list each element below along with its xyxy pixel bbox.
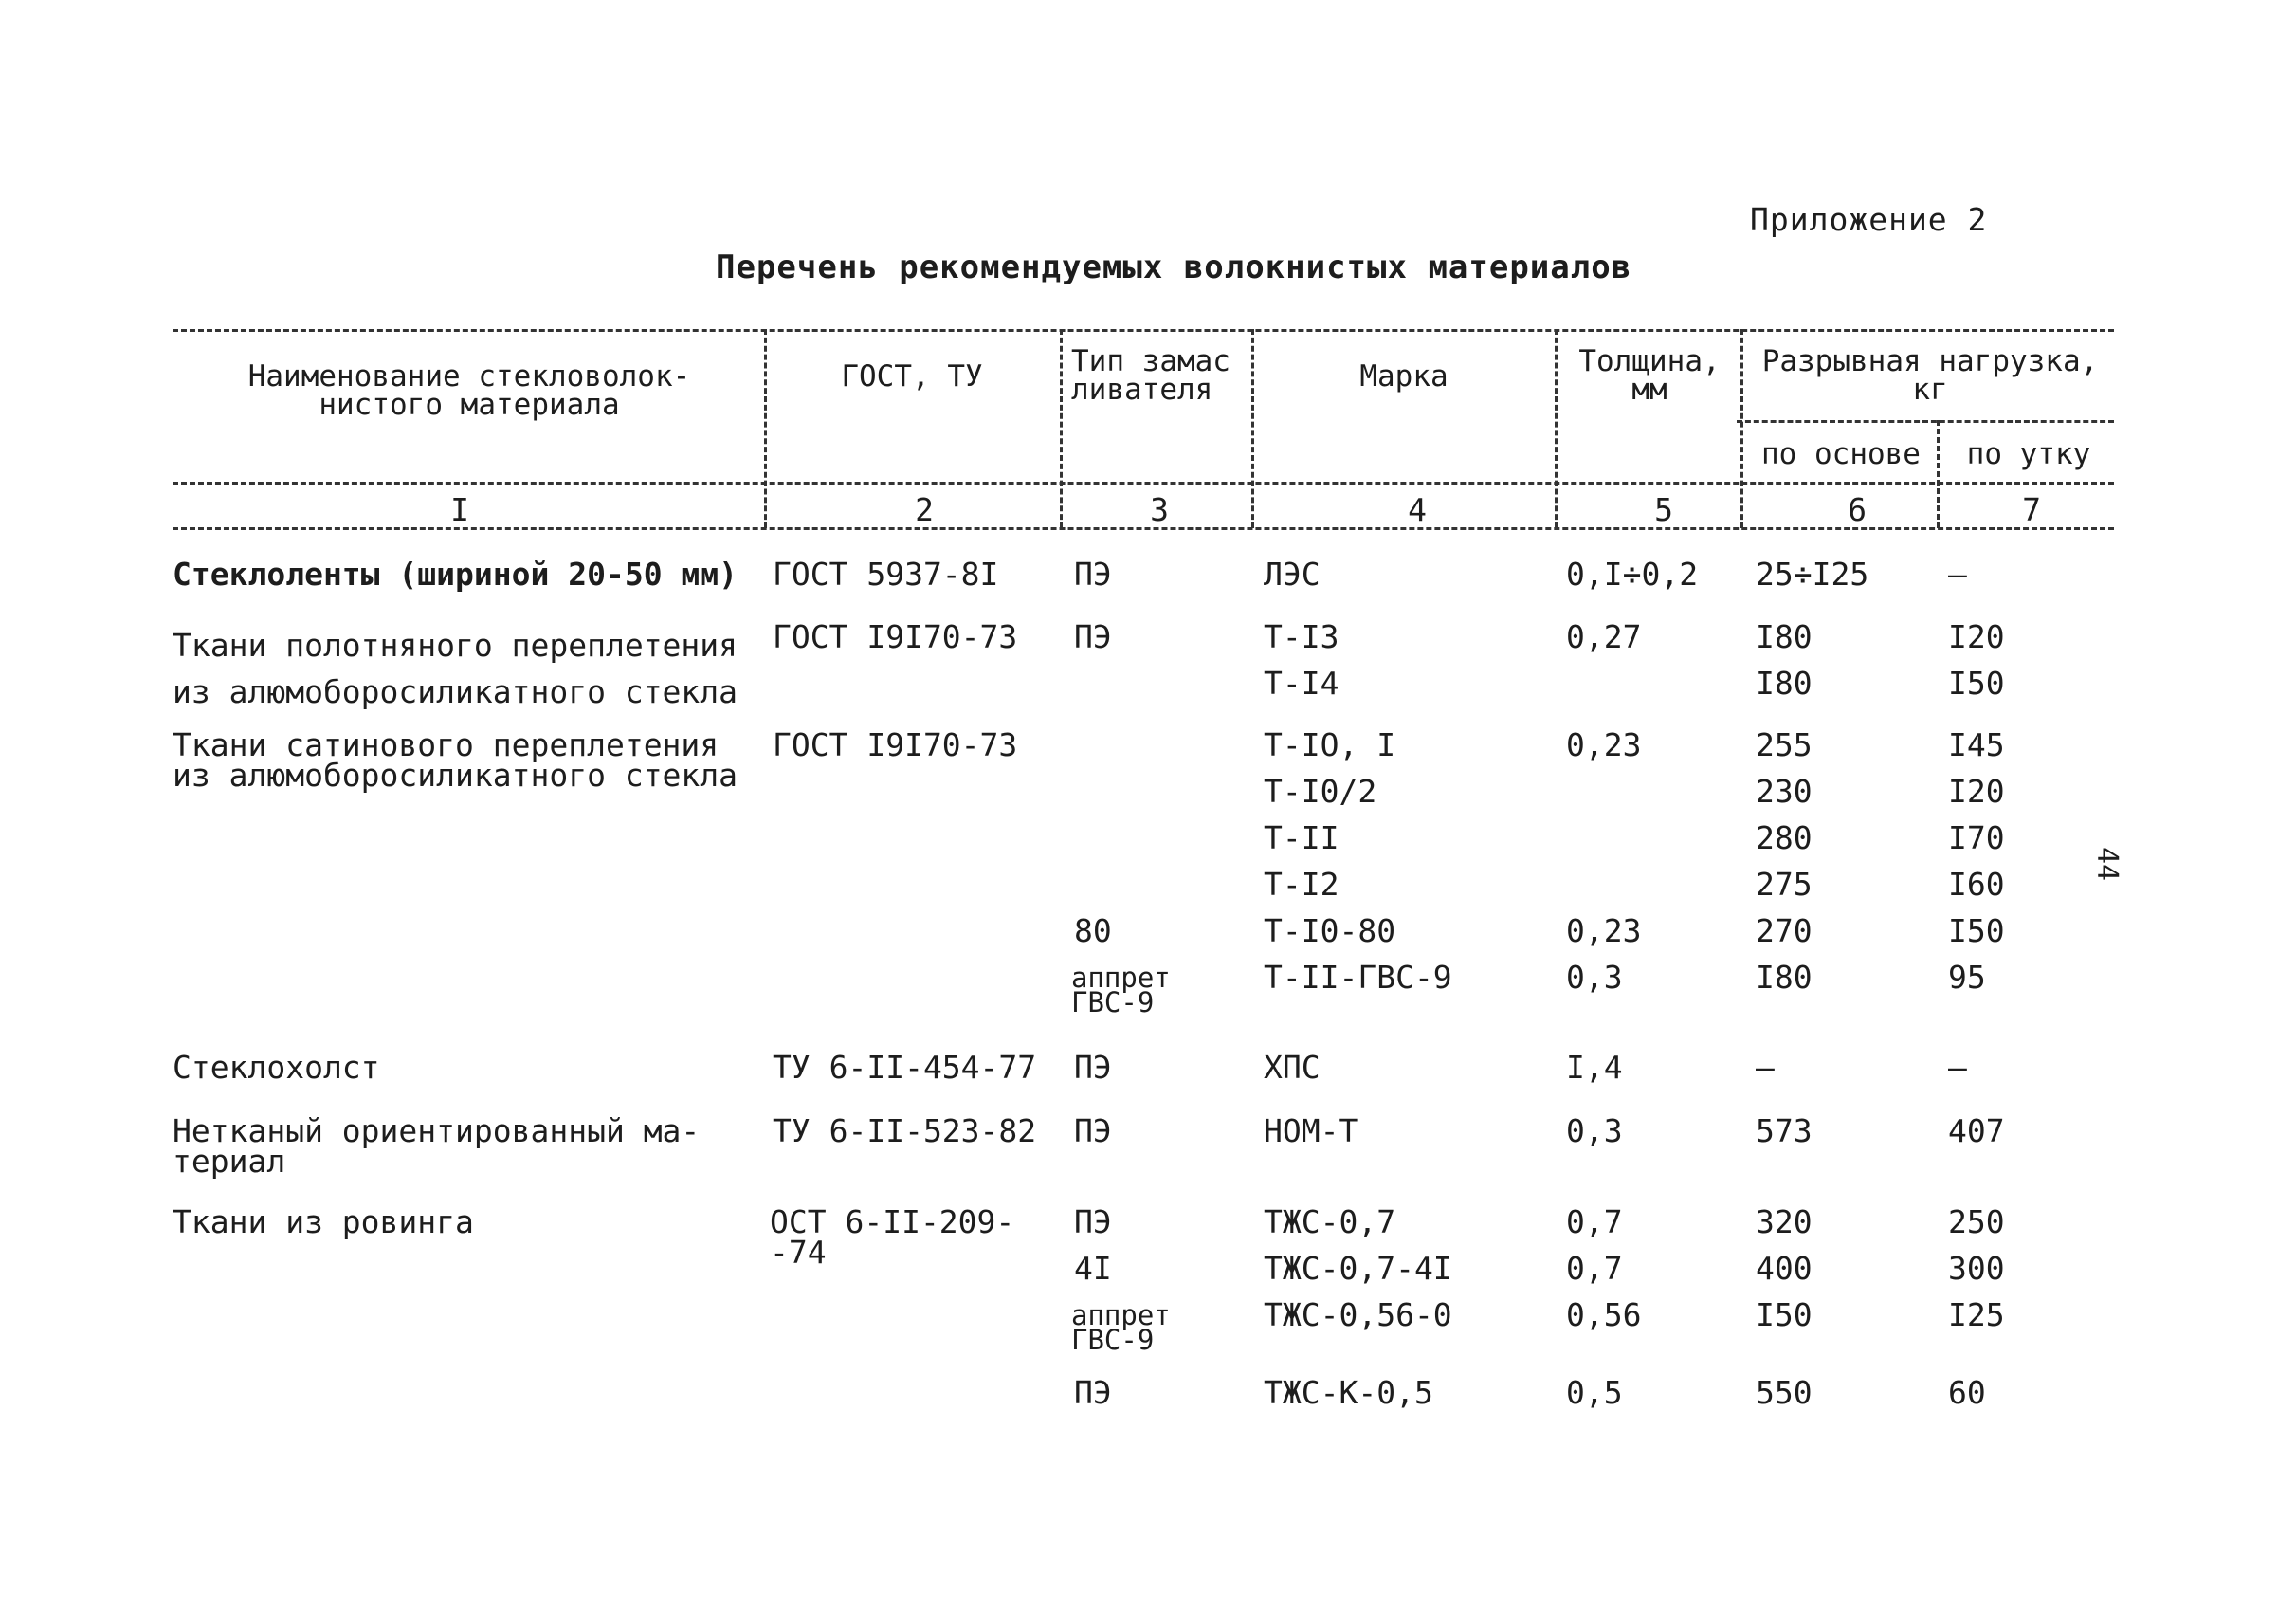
cell-weft: 300 xyxy=(1948,1250,2005,1287)
cell-brand: ЛЭС xyxy=(1264,556,1321,593)
cell-brand: Т-II xyxy=(1264,819,1339,856)
cell-weft: I60 xyxy=(1948,866,2005,903)
page-number: 44 xyxy=(2090,847,2123,882)
cell-name: Стеклохолст xyxy=(173,1049,380,1086)
cell-warp: 255 xyxy=(1756,726,1813,763)
cell-warp: 280 xyxy=(1756,819,1813,856)
cell-weft: I20 xyxy=(1948,618,2005,655)
cell-gost: ОСТ 6-II-209- -74 xyxy=(770,1203,1015,1271)
cell-gost: ТУ 6-II-454-77 xyxy=(773,1049,1037,1086)
cell-sizing: ПЭ xyxy=(1074,1374,1112,1411)
cell-weft: 407 xyxy=(1948,1112,2005,1149)
cell-brand: ТЖС-0,56-0 xyxy=(1264,1296,1452,1333)
cell-brand: Т-I3 xyxy=(1264,618,1339,655)
cell-thickness: 0,56 xyxy=(1566,1296,1642,1333)
cell-brand: Т-IO, I xyxy=(1264,726,1396,763)
col-separator xyxy=(1740,329,1743,528)
cell-weft: – xyxy=(1948,556,1967,593)
cell-brand: НОМ-Т xyxy=(1264,1112,1358,1149)
cell-warp: I80 xyxy=(1756,959,1813,996)
cell-thickness: 0,23 xyxy=(1566,726,1642,763)
cell-brand: Т-II-ГВС-9 xyxy=(1264,959,1452,996)
cell-name: Ткани из ровинга xyxy=(173,1203,474,1240)
col-separator xyxy=(1555,329,1558,528)
cell-warp: 320 xyxy=(1756,1203,1813,1240)
column-number: 5 xyxy=(1654,491,1673,528)
header-warp: по основе xyxy=(1761,437,1921,471)
cell-brand: Т-I2 xyxy=(1264,866,1339,903)
cell-weft: I45 xyxy=(1948,726,2005,763)
cell-warp: 270 xyxy=(1756,912,1813,949)
col-separator xyxy=(1937,420,1940,528)
cell-thickness: 0,5 xyxy=(1566,1374,1623,1411)
col-separator xyxy=(1060,329,1063,528)
header-bottom-rule xyxy=(173,482,2114,485)
cell-weft: I25 xyxy=(1948,1296,2005,1333)
cell-weft: 250 xyxy=(1948,1203,2005,1240)
cell-weft: I20 xyxy=(1948,773,2005,810)
cell-weft: I50 xyxy=(1948,665,2005,702)
cell-name: Нетканый ориентированный ма- териал xyxy=(173,1112,701,1180)
cell-sizing: 4I xyxy=(1074,1250,1112,1287)
cell-warp: I50 xyxy=(1756,1296,1813,1333)
cell-thickness: 0,23 xyxy=(1566,912,1642,949)
cell-name: Ткани полотняного переплетения из алюмоборосиликатного стекла xyxy=(173,627,738,710)
cell-gost: ГОСТ 5937-8I xyxy=(773,556,999,593)
cell-warp: I80 xyxy=(1756,665,1813,702)
cell-weft: 60 xyxy=(1948,1374,1986,1411)
appendix-label: Приложение 2 xyxy=(1750,201,1988,238)
header-brand: Марка xyxy=(1359,359,1449,394)
cell-gost: ГОСТ I9I70-73 xyxy=(773,726,1018,763)
cell-brand: ТЖС-К-0,5 xyxy=(1264,1374,1433,1411)
header-sizing: Тип замас ливателя xyxy=(1071,344,1230,407)
cell-warp: 275 xyxy=(1756,866,1813,903)
col-separator xyxy=(1251,329,1254,528)
cell-sizing: ПЭ xyxy=(1074,618,1112,655)
header-name: Наименование стекловолок- нистого материала xyxy=(247,359,691,422)
page-title: Перечень рекомендуемых волокнистых материалов xyxy=(716,248,1632,286)
cell-gost: ТУ 6-II-523-82 xyxy=(773,1112,1037,1149)
cell-thickness: 0,7 xyxy=(1566,1203,1623,1240)
cell-sizing: ПЭ xyxy=(1074,1112,1112,1149)
cell-sizing: 80 xyxy=(1074,912,1112,949)
cell-brand: ТЖС-0,7 xyxy=(1264,1203,1396,1240)
cell-thickness: 0,3 xyxy=(1566,959,1623,996)
cell-weft: 95 xyxy=(1948,959,1986,996)
header-gost: ГОСТ, ТУ xyxy=(841,359,983,394)
cell-thickness: 0,27 xyxy=(1566,618,1642,655)
column-number: 3 xyxy=(1150,491,1169,528)
column-number: 6 xyxy=(1848,491,1867,528)
cell-weft: I70 xyxy=(1948,819,2005,856)
cell-sizing: ПЭ xyxy=(1074,1203,1112,1240)
cell-sizing: ПЭ xyxy=(1074,556,1112,593)
cell-weft: I50 xyxy=(1948,912,2005,949)
column-number: I xyxy=(450,491,469,528)
cell-sizing: аппрет ГВС-9 xyxy=(1071,1299,1171,1356)
cell-thickness: 0,3 xyxy=(1566,1112,1623,1149)
cell-brand: Т-I0/2 xyxy=(1264,773,1377,810)
subheader-rule xyxy=(1737,420,2114,423)
cell-warp: – xyxy=(1756,1049,1775,1086)
cell-brand: ХПС xyxy=(1264,1049,1321,1086)
cell-sizing: ПЭ xyxy=(1074,1049,1112,1086)
col-separator xyxy=(764,329,767,528)
cell-weft: – xyxy=(1948,1049,1967,1086)
cell-brand: Т-I0-80 xyxy=(1264,912,1396,949)
cell-warp: 230 xyxy=(1756,773,1813,810)
cell-warp: I80 xyxy=(1756,618,1813,655)
cell-brand: ТЖС-0,7-4I xyxy=(1264,1250,1452,1287)
cell-thickness: I,4 xyxy=(1566,1049,1623,1086)
column-number: 7 xyxy=(2022,491,2041,528)
cell-warp: 25÷I25 xyxy=(1756,556,1869,593)
column-number: 4 xyxy=(1408,491,1427,528)
cell-thickness: 0,I÷0,2 xyxy=(1566,556,1699,593)
cell-thickness: 0,7 xyxy=(1566,1250,1623,1287)
cell-name: Ткани сатинового переплетения из алюмоборосиликатного стекла xyxy=(173,726,738,794)
column-number: 2 xyxy=(915,491,934,528)
cell-brand: Т-I4 xyxy=(1264,665,1339,702)
cell-warp: 400 xyxy=(1756,1250,1813,1287)
cell-name: Стеклоленты (шириной 20-50 мм) xyxy=(173,556,738,593)
cell-sizing: аппрет ГВС-9 xyxy=(1071,962,1171,1018)
table-top-rule xyxy=(173,329,2114,332)
header-thickness: Толщина, мм xyxy=(1578,344,1721,407)
cell-warp: 573 xyxy=(1756,1112,1813,1149)
header-breaking-load: Разрывная нагрузка, кг xyxy=(1761,344,2099,407)
cell-warp: 550 xyxy=(1756,1374,1813,1411)
cell-gost: ГОСТ I9I70-73 xyxy=(773,618,1018,655)
header-weft: по утку xyxy=(1966,437,2091,471)
